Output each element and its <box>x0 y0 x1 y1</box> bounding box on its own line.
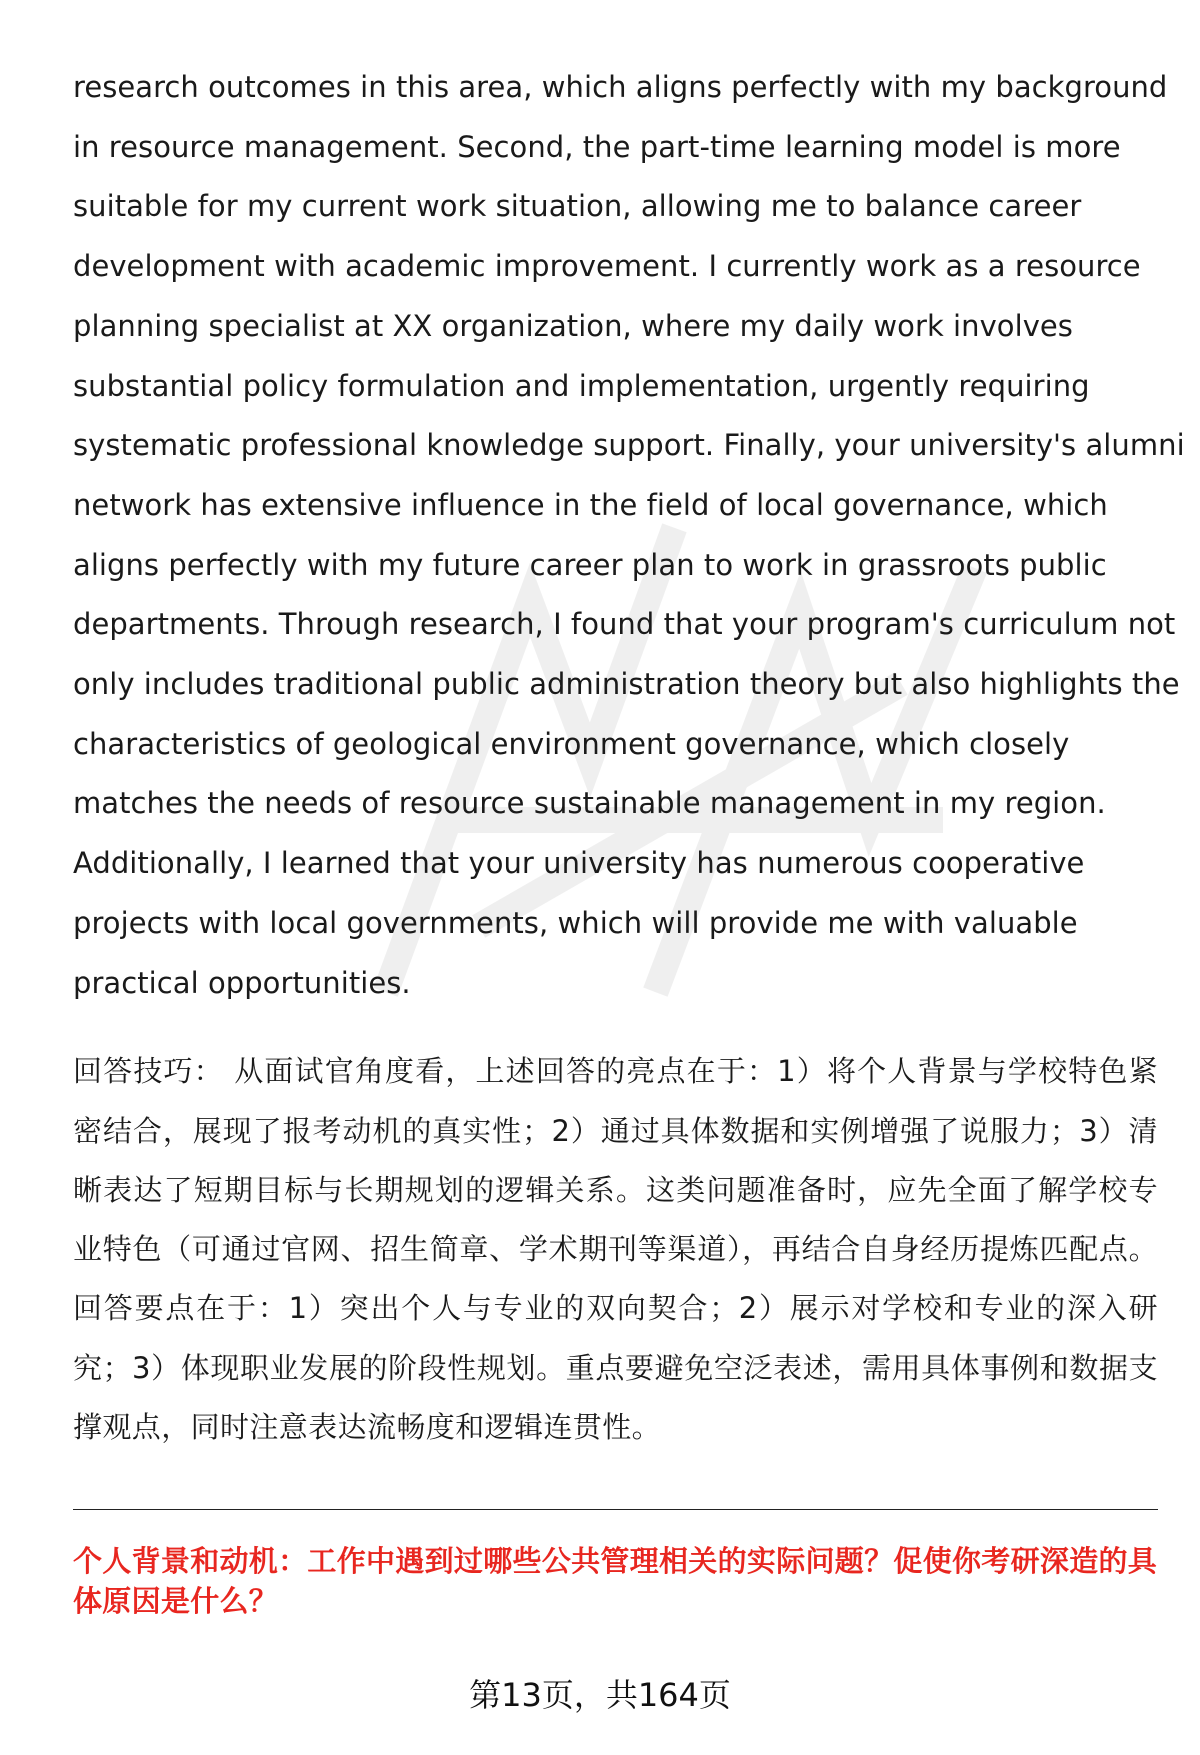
answer-line: characteristics of geological environment governance, which closely <box>73 726 1070 761</box>
answer-line: Additionally, I learned that your university has numerous cooperative <box>73 846 1085 881</box>
answer-line: aligns perfectly with my future career plan to work in grassroots public <box>73 547 1107 582</box>
page-number-footer: 第13页，共164页 <box>469 1676 731 1714</box>
answer-line: practical opportunities. <box>73 965 411 1000</box>
answer-line: departments. Through research, I found that your program's curriculum not <box>73 607 1176 642</box>
answer-tips-paragraph: 回答技巧： 从面试官角度看，上述回答的亮点在于：1）将个人背景与学校特色紧密结合，展现了报考动机的真实性；2）通过具体数据和实例增强了说服力；3）清晰表达了短期目标与长期规划的逻辑关系。这类问题准备时，应先全面了解学校专业特色（可通过官网、招生简章、学术期刊等渠道），再结合自身经历提炼匹配点。回答要点在于：1）突出个人与专业的双向契合；2）展示对学校和专业的深入研究；3）体现职业发展的阶段性规划。重点要避免空泛表述，需用具体事例和数据支撑观点，同时注意表达流畅度和逻辑连贯性。 <box>73 1054 1158 1445</box>
answer-line: in resource management. Second, the part-time learning model is more <box>73 129 1121 164</box>
section-divider <box>73 1509 1158 1510</box>
answer-line: matches the needs of resource sustainable management in my region. <box>73 786 1106 821</box>
answer-line: research outcomes in this area, which aligns perfectly with my background <box>73 70 1168 104</box>
next-question-heading: 个人背景和动机：工作中遇到过哪些公共管理相关的实际问题？促使你考研深造的具体原因是什么？ <box>73 1544 1158 1618</box>
answer-line: only includes traditional public administration theory but also highlights the <box>73 667 1180 702</box>
answer-line: development with academic improvement. I currently work as a resource <box>73 249 1141 284</box>
answer-line: planning specialist at XX organization, where my daily work involves <box>73 308 1073 343</box>
answer-paragraph <box>73 58 1185 1013</box>
main-content <box>73 58 1185 1457</box>
answer-line: substantial policy formulation and implementation, urgently requiring <box>73 368 1090 403</box>
answer-line: suitable for my current work situation, allowing me to balance career <box>73 189 1082 224</box>
answer-line: projects with local governments, which will provide me with valuable <box>73 905 1078 940</box>
answer-line: systematic professional knowledge support. Finally, your university's alumni <box>73 428 1185 463</box>
answer-line: network has extensive influence in the field of local governance, which <box>73 487 1108 522</box>
